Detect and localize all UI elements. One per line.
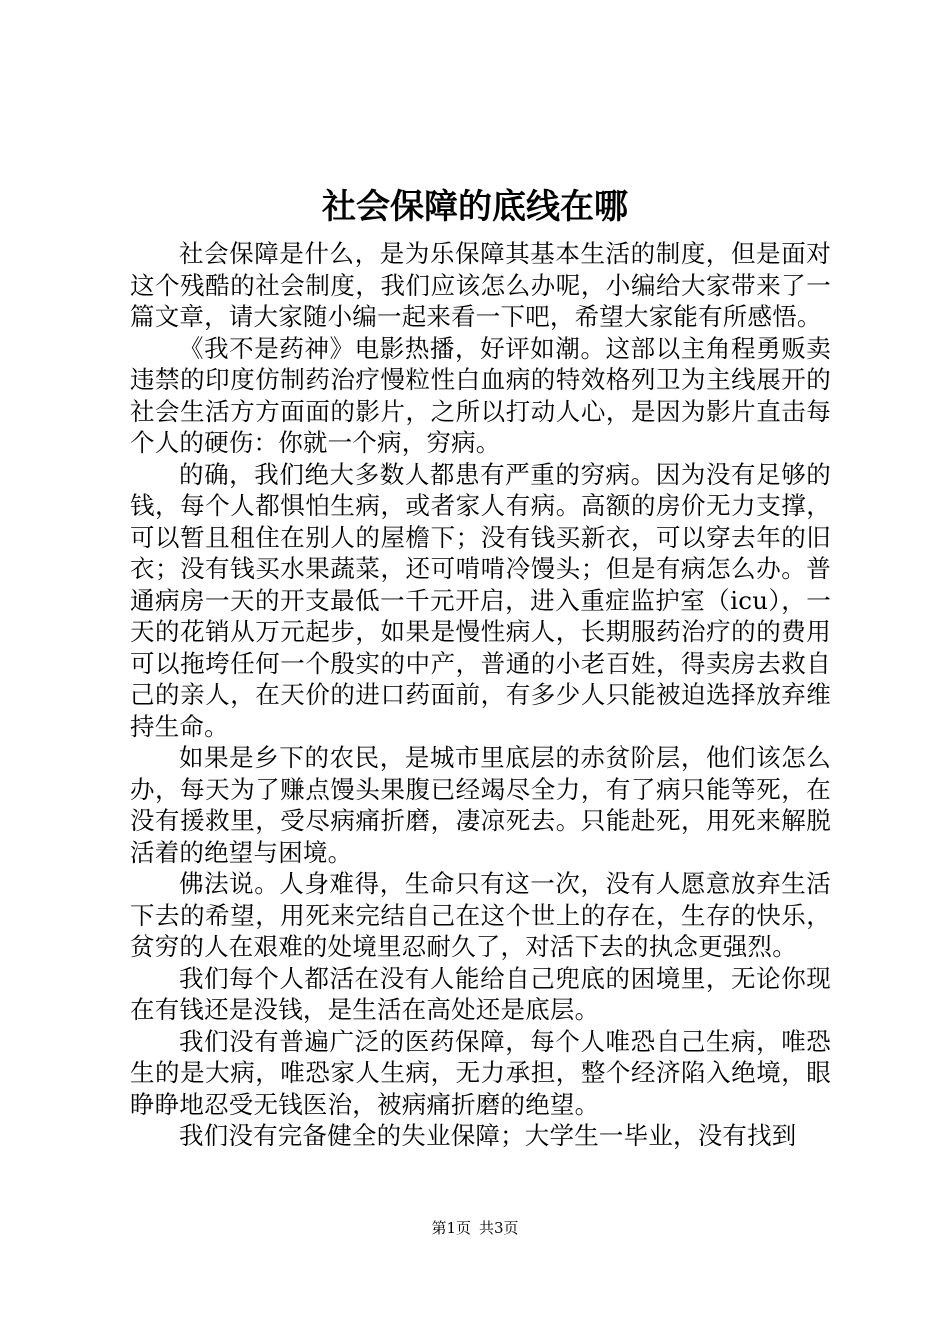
page-footer xyxy=(0,1218,950,1238)
page-number-current: 第1页 xyxy=(431,1219,471,1237)
paragraph-1: 社会保障是什么，是为乐保障其基本生活的制度，但是面对这个残酷的社会制度，我们应该怎么办呢，小编给大家带来了一篇文章，请大家随小编一起来看一下吧，希望大家能有所感悟。 xyxy=(130,239,831,331)
paragraph-4: 如果是乡下的农民，是城市里底层的赤贫阶层，他们该怎么办，每天为了赚点馒头果腹已经竭尽全力，有了病只能等死，在没有援救里，受尽病痛折磨，凄凉死去。只能赴死，用死来解脱活着的绝望与困境。 xyxy=(130,743,831,867)
paragraph-6: 我们每个人都活在没有人能给自己兜底的困境里，无论你现在有钱还是没钱，是生活在高处还是底层。 xyxy=(130,963,831,1024)
document-body xyxy=(130,238,831,1152)
paragraph-2: 《我不是药神》电影热播，好评如潮。这部以主角程勇贩卖违禁的印度仿制药治疗慢粒性白血病的特效格列卫为主线展开的社会生活方方面面的影片，之所以打动人心，是因为影片直击每个人的硬伤：你就一个病，穷病。 xyxy=(130,333,831,457)
page-title: 社会保障的底线在哪 xyxy=(322,187,628,227)
paragraph-5: 佛法说。人身难得，生命只有这一次，没有人愿意放弃生活下去的希望，用死来完结自己在这个世上的存在，生存的快乐，贫穷的人在艰难的处境里忍耐久了，对活下去的执念更强烈。 xyxy=(130,869,831,961)
paragraph-3: 的确，我们绝大多数人都患有严重的穷病。因为没有足够的钱，每个人都惧怕生病，或者家人有病。高额的房价无力支撑，可以暂且租住在别人的屋檐下；没有钱买新衣，可以穿去年的旧衣；没有钱买水果蔬菜，还可啃啃冷馒头；但是有病怎么办。普通病房一天的开支最低一千元开启，进入重症监护室（icu），一天的花销从万元起步，如果是慢性病人，长期服药治疗的的费用可以拖垮任何一个殷实的中产，普通的小老百姓，得卖房去救自己的亲人，在天价的进口药面前，有多少人只能被迫选择放弃维持生命。 xyxy=(130,459,831,741)
paragraph-7: 我们没有普遍广泛的医药保障，每个人唯恐自己生病，唯恐生的是大病，唯恐家人生病，无力承担，整个经济陷入绝境，眼睁睁地忍受无钱医治，被病痛折磨的绝望。 xyxy=(130,1026,831,1119)
page-number-total: 共3页 xyxy=(479,1219,519,1237)
paragraph-8: 我们没有完备健全的失业保障；大学生一毕业，没有找到 xyxy=(179,1121,797,1150)
